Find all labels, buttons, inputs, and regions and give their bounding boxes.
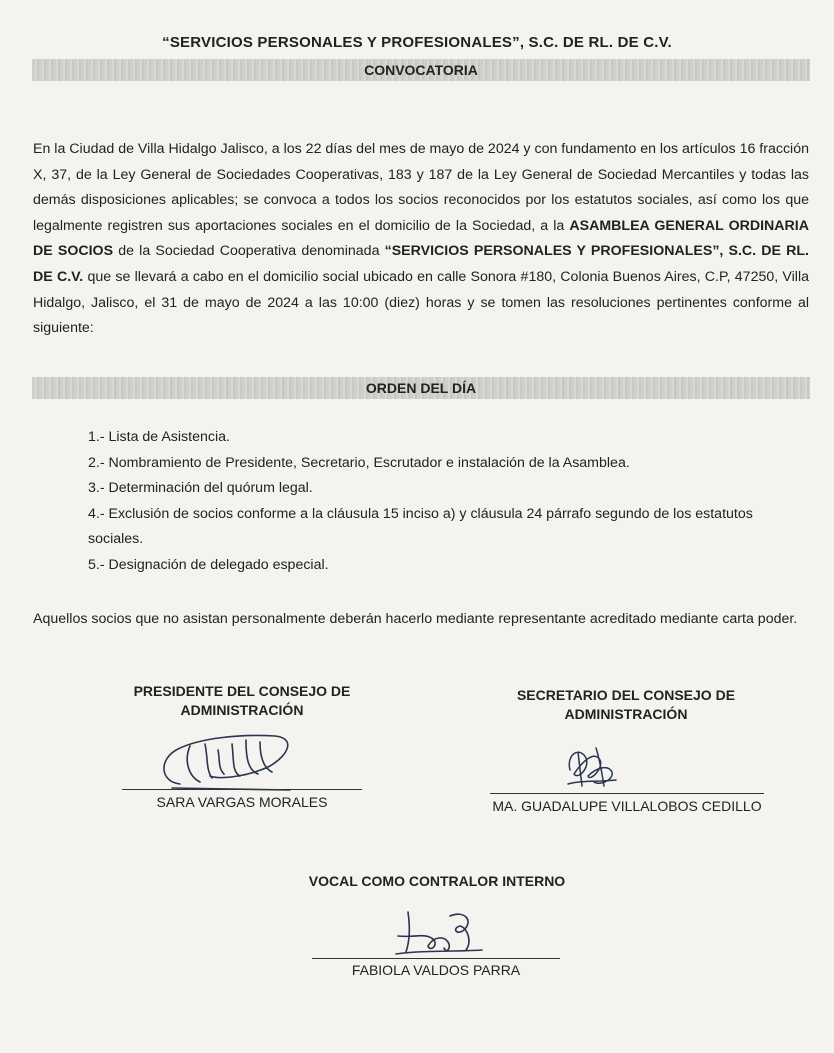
agenda-item: 5.- Designación de delegado especial.: [88, 556, 329, 573]
agenda-item: 2.- Nombramiento de Presidente, Secretario, Escrutador e instalación de la Asamblea.: [88, 454, 630, 471]
president-name: SARA VARGAS MORALES: [156, 794, 328, 810]
secretary-signature: [560, 740, 620, 792]
agenda-title: ORDEN DEL DÍA: [365, 380, 477, 396]
president-title: [102, 682, 382, 720]
president-signature: [150, 724, 300, 794]
vocal-signature: [394, 906, 484, 960]
intro-text-2: de la Sociedad Cooperativa denominada: [113, 243, 385, 260]
intro-text-1: En la Ciudad de Villa Hidalgo Jalisco, a los 22 días del mes de mayo de 2024 y con fundamento en los artículos 16 fracción X, 37, de la Ley General de Sociedades Cooperativas, 183 y 187 de la Ley General de Sociedad Mercantiles y todas las demás disposiciones aplicables; se convoca a todos los socios reconocidos por los estatutos sociales, así como los que legalmente registren sus aportaciones sociales en el domicilio de la Sociedad, a la: [33, 141, 809, 234]
agenda-list: [88, 425, 810, 579]
intro-bold-company: “SERVICIOS PERSONALES Y PROFESIONALES”, S.C. DE RL. DE C.V.: [33, 243, 809, 285]
president-title-line2: ADMINISTRACIÓN: [180, 702, 304, 718]
closing-paragraph: Aquellos socios que no asistan personalmente deberán hacerlo mediante representante acreditado mediante carta poder.: [33, 611, 798, 627]
vocal-signature-line: [312, 958, 560, 959]
agenda-item: 4.- Exclusión de socios conforme a la cláusula 15 inciso a) y cláusula 24 párrafo segundo de los estatutos sociales.: [88, 505, 753, 548]
president-signature-line: [122, 789, 362, 790]
vocal-name: FABIOLA VALDOS PARRA: [351, 962, 521, 978]
intro-bold-assembly: ASAMBLEA GENERAL ORDINARIA DE SOCIOS: [33, 217, 809, 260]
agenda-band: [32, 377, 810, 399]
secretary-name: MA. GUADALUPE VILLALOBOS CEDILLO: [492, 798, 762, 814]
title-band: [32, 59, 810, 81]
agenda-item: 1.- Lista de Asistencia.: [88, 429, 230, 445]
secretary-title: [486, 686, 766, 724]
vocal-title: VOCAL COMO CONTRALOR INTERNO: [308, 873, 566, 889]
intro-paragraph: [33, 137, 809, 342]
secretary-title-line1: SECRETARIO DEL CONSEJO DE: [516, 687, 736, 703]
secretary-signature-line: [490, 793, 764, 794]
document-title: CONVOCATORIA: [364, 62, 478, 78]
agenda-item: 3.- Determinación del quórum legal.: [88, 480, 313, 497]
president-title-line1: PRESIDENTE DEL CONSEJO DE: [133, 683, 351, 699]
secretary-title-line2: ADMINISTRACIÓN: [564, 706, 688, 722]
company-name: “SERVICIOS PERSONALES Y PROFESIONALES”, S.C. DE RL. DE C.V.: [162, 34, 672, 51]
intro-text-3: que se llevará a cabo en el domicilio social ubicado en calle Sonora #180, Colonia Buenos Aires, C.P, 47250, Villa Hidalgo, Jalisco, el 31 de mayo de 2024 a las 10:00 (diez) horas y se tomen las resoluciones pertinentes conforme al siguiente:: [33, 268, 809, 337]
